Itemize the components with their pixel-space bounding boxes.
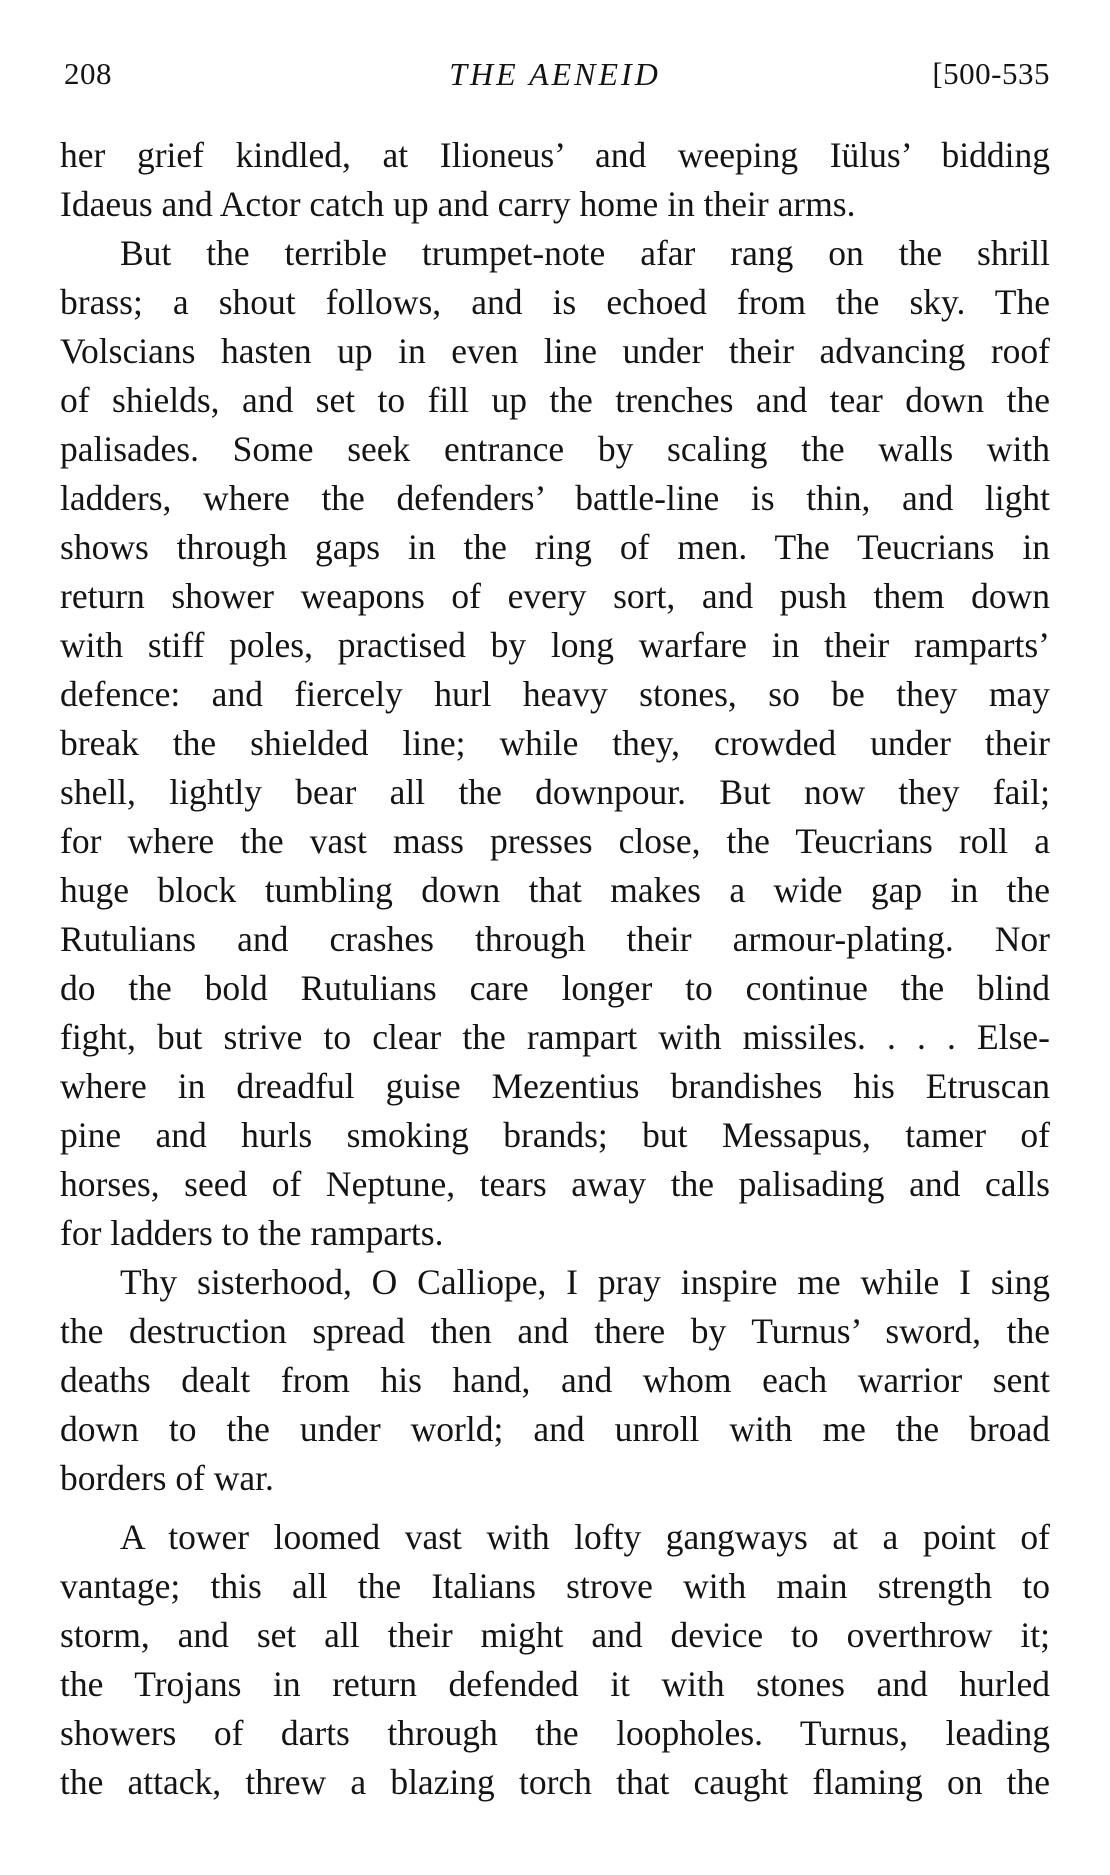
text-line: break the shielded line; while they, crowded under their [60,723,1050,763]
line-range: [500-535 [932,56,1050,91]
text-line: her grief kindled, at Ilioneus’ and weeping Iülus’ bidding [60,135,1050,175]
page-number: 208 [64,56,112,91]
paragraph-spacer [60,1503,1050,1513]
text-line: shell, lightly bear all the downpour. But now they fail; [60,772,1050,812]
paragraph [60,229,1050,1258]
text-line: brass; a shout follows, and is echoed from the sky. The [60,282,1050,322]
text-line: do the bold Rutulians care longer to continue the blind [60,968,1050,1008]
text-line: of shields, and set to fill up the trenches and tear down the [60,380,1050,420]
text-line: Idaeus and Actor catch up and carry home in their arms. [60,184,856,224]
text-line: horses, seed of Neptune, tears away the palisading and calls [60,1164,1050,1204]
text-line: down to the under world; and unroll with me the broad [60,1409,1050,1449]
text-line: with stiff poles, practised by long warfare in their ramparts’ [60,625,1050,665]
text-line: vantage; this all the Italians strove with main strength to [60,1566,1050,1606]
book-title: THE AENEID [449,56,661,92]
text-line: where in dreadful guise Mezentius brandishes his Etruscan [60,1066,1050,1106]
paragraph [60,1258,1050,1503]
text-line: pine and hurls smoking brands; but Messapus, tamer of [60,1115,1050,1155]
text-line: storm, and set all their might and device to overthrow it; [60,1615,1050,1655]
paragraph [60,1513,1050,1807]
text-line: for where the vast mass presses close, the Teucrians roll a [60,821,1050,861]
text-line: Thy sisterhood, O Calliope, I pray inspire me while I sing [120,1262,1050,1302]
text-line: for ladders to the ramparts. [60,1213,444,1253]
text-line: huge block tumbling down that makes a wide gap in the [60,870,1050,910]
text-line: fight, but strive to clear the rampart with missiles. . . . Else- [60,1017,1050,1057]
text-line: palisades. Some seek entrance by scaling the walls with [60,429,1050,469]
text-line: But the terrible trumpet-note afar rang on the shrill [120,233,1050,273]
text-line: defence: and fiercely hurl heavy stones, so be they may [60,674,1050,714]
text-line: the Trojans in return defended it with stones and hurled [60,1664,1050,1704]
text-line: Volscians hasten up in even line under their advancing roof [60,331,1050,371]
text-line: borders of war. [60,1458,274,1498]
text-line: showers of darts through the loopholes. Turnus, leading [60,1713,1050,1753]
text-line: the attack, threw a blazing torch that caught flaming on the [60,1762,1050,1802]
paragraph [60,131,1050,229]
body-text [60,131,1050,1807]
text-line: shows through gaps in the ring of men. The Teucrians in [60,527,1050,567]
text-line: Rutulians and crashes through their armour-plating. Nor [60,919,1050,959]
text-line: deaths dealt from his hand, and whom each warrior sent [60,1360,1050,1400]
running-head [60,52,1050,96]
text-line: return shower weapons of every sort, and push them down [60,576,1050,616]
text-line: ladders, where the defenders’ battle-line is thin, and light [60,478,1050,518]
text-line: the destruction spread then and there by Turnus’ sword, the [60,1311,1050,1351]
text-line: A tower loomed vast with lofty gangways at a point of [120,1517,1050,1557]
